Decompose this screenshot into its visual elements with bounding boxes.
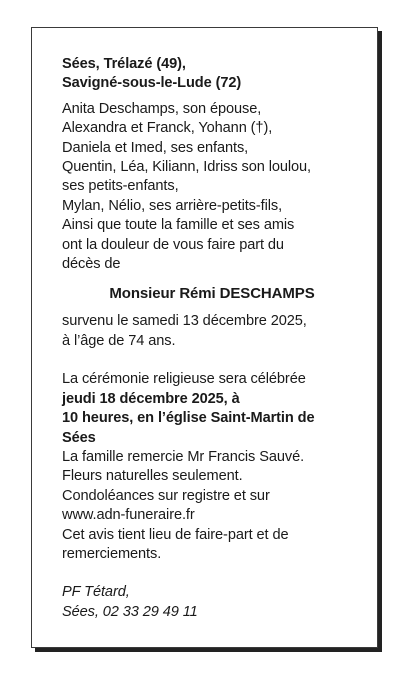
ceremony-date: jeudi 18 décembre 2025, à bbox=[62, 390, 240, 407]
family-line: ont la douleur de vous faire part du bbox=[62, 236, 284, 253]
funeral-home-name: PF Tétard, bbox=[62, 584, 130, 601]
family-line: Ainsi que toute la famille et ses amis bbox=[62, 217, 295, 234]
death-info-line: survenu le samedi 13 décembre 2025, bbox=[62, 313, 307, 330]
family-line: Alexandra et Franck, Yohann (†), bbox=[62, 120, 273, 137]
funeral-home-contact: Sées, 02 33 29 49 11 bbox=[62, 603, 198, 620]
closing-line: Fleurs naturelles seulement. bbox=[62, 468, 243, 485]
closing-line: remerciements. bbox=[62, 545, 162, 562]
funeral-home bbox=[62, 583, 362, 622]
family-announcement bbox=[62, 100, 362, 275]
closing-line: Cet avis tient lieu de faire-part et de bbox=[62, 526, 289, 543]
ceremony-place-line-2: Sées bbox=[62, 429, 96, 446]
closing-line: La famille remercie Mr Francis Sauvé. bbox=[62, 448, 305, 465]
location-line-2: Savigné-sous-le-Lude (72) bbox=[62, 75, 242, 92]
family-line: ses petits-enfants, bbox=[62, 178, 179, 195]
obituary-notice bbox=[31, 27, 378, 648]
deceased-name: Monsieur Rémi DESCHAMPS bbox=[109, 285, 315, 303]
ceremony-info bbox=[62, 370, 362, 448]
closing-remarks bbox=[62, 448, 362, 564]
death-info bbox=[62, 312, 362, 351]
notice-content bbox=[62, 55, 362, 622]
ceremony-intro: La cérémonie religieuse sera célébrée bbox=[62, 371, 306, 388]
closing-line: Condoléances sur registre et sur bbox=[62, 487, 270, 504]
family-line: Anita Deschamps, son épouse, bbox=[62, 100, 262, 117]
family-line: Mylan, Nélio, ses arrière-petits-fils, bbox=[62, 197, 283, 214]
website-link[interactable]: www.adn-funeraire.fr bbox=[62, 507, 195, 524]
family-line: décès de bbox=[62, 256, 121, 273]
family-line: Quentin, Léa, Kiliann, Idriss son loulou, bbox=[62, 159, 312, 176]
family-line: Daniela et Imed, ses enfants, bbox=[62, 139, 249, 156]
location-line-1: Sées, Trélazé (49), bbox=[62, 56, 186, 72]
ceremony-place-line-1: 10 heures, en l’église Saint-Martin de bbox=[62, 410, 315, 427]
death-info-line: à l’âge de 74 ans. bbox=[62, 332, 176, 349]
